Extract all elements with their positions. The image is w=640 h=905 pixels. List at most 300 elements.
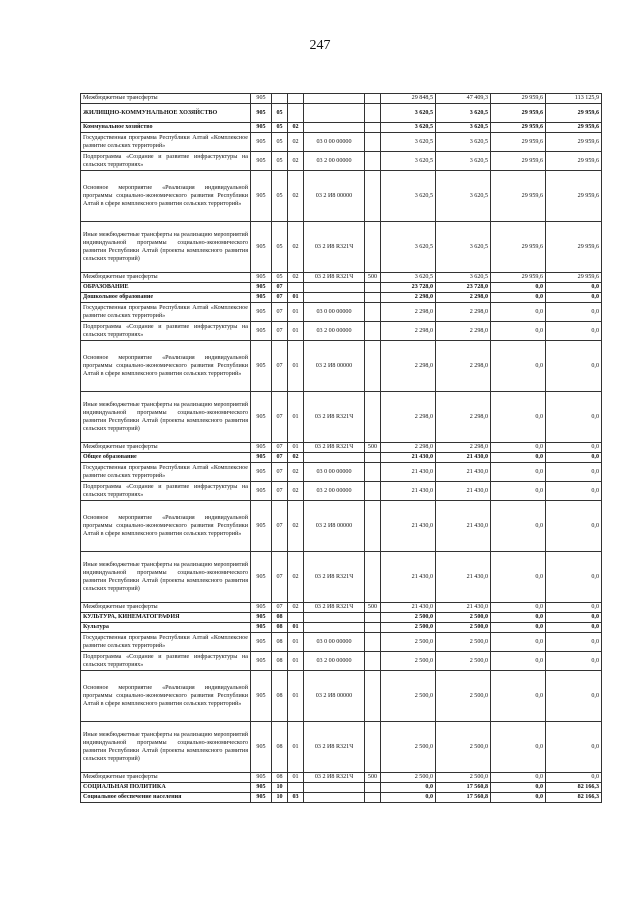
cell-amount-1: 21 430,0: [381, 603, 436, 613]
cell-amount-2: 23 728,0: [436, 283, 491, 293]
cell-grbs: 905: [251, 773, 272, 783]
cell-section: 05: [272, 222, 288, 273]
table-row: [81, 443, 602, 453]
table-row: [81, 152, 602, 171]
cell-amount-1: 2 500,0: [381, 613, 436, 623]
cell-amount-4: 29 959,6: [546, 222, 602, 273]
cell-amount-2: 47 409,3: [436, 94, 491, 104]
cell-subsection: 02: [288, 171, 304, 222]
cell-amount-2: 3 620,5: [436, 104, 491, 123]
cell-grbs: 905: [251, 463, 272, 482]
cell-grbs: 905: [251, 603, 272, 613]
page-number: 247: [309, 38, 331, 53]
cell-amount-2: 2 298,0: [436, 293, 491, 303]
cell-name: ОБРАЗОВАНИЕ: [81, 283, 251, 293]
cell-name: Коммунальное хозяйство: [81, 123, 251, 133]
cell-amount-3: 0,0: [491, 303, 546, 322]
cell-target-article: 03 2 И8 R321Ч: [304, 273, 365, 283]
cell-section: 05: [272, 273, 288, 283]
cell-target-article: 03 0 00 00000: [304, 133, 365, 152]
cell-name: Подпрограмма «Создание и развитие инфраструктуры на сельских территориях»: [81, 482, 251, 501]
cell-target-article: [304, 283, 365, 293]
cell-subsection: 02: [288, 501, 304, 552]
cell-subsection: 01: [288, 671, 304, 722]
cell-section: 07: [272, 392, 288, 443]
cell-amount-3: 0,0: [491, 501, 546, 552]
cell-expense-type: 500: [365, 443, 381, 453]
cell-expense-type: 500: [365, 273, 381, 283]
cell-section: 08: [272, 623, 288, 633]
cell-amount-4: 113 125,9: [546, 94, 602, 104]
cell-section: 08: [272, 773, 288, 783]
cell-subsection: 01: [288, 652, 304, 671]
cell-amount-1: 3 620,5: [381, 171, 436, 222]
cell-target-article: [304, 783, 365, 793]
cell-amount-1: 2 500,0: [381, 623, 436, 633]
cell-grbs: 905: [251, 783, 272, 793]
cell-expense-type: [365, 722, 381, 773]
table-row: [81, 283, 602, 293]
cell-amount-4: 0,0: [546, 303, 602, 322]
cell-amount-4: 0,0: [546, 623, 602, 633]
cell-expense-type: [365, 104, 381, 123]
cell-section: 05: [272, 104, 288, 123]
cell-name: Иные межбюджетные трансферты на реализацию мероприятий индивидуальной программы социально-экономического развития Республики Алтай (проекты комплексного развития сельских территорий): [81, 222, 251, 273]
cell-name: Основное мероприятие «Реализация индивидуальной программы социально-экономического развития Республики Алтай в сфере комплексного развития сельских территорий»: [81, 671, 251, 722]
cell-subsection: 01: [288, 303, 304, 322]
cell-amount-2: 3 620,5: [436, 123, 491, 133]
cell-target-article: [304, 94, 365, 104]
cell-grbs: 905: [251, 552, 272, 603]
cell-amount-4: 0,0: [546, 463, 602, 482]
table-row: [81, 482, 602, 501]
cell-amount-2: 2 500,0: [436, 623, 491, 633]
table-row: [81, 603, 602, 613]
cell-grbs: 905: [251, 722, 272, 773]
cell-name: Иные межбюджетные трансферты на реализацию мероприятий индивидуальной программы социально-экономического развития Республики Алтай (проекты комплексного развития сельских территорий): [81, 552, 251, 603]
cell-amount-1: 3 620,5: [381, 123, 436, 133]
cell-subsection: 02: [288, 603, 304, 613]
cell-grbs: 905: [251, 501, 272, 552]
cell-amount-3: 29 959,6: [491, 94, 546, 104]
cell-amount-3: 0,0: [491, 392, 546, 443]
cell-amount-2: 2 298,0: [436, 341, 491, 392]
cell-name: Дошкольное образование: [81, 293, 251, 303]
cell-section: 07: [272, 603, 288, 613]
cell-amount-4: 0,0: [546, 283, 602, 293]
cell-amount-2: 21 430,0: [436, 603, 491, 613]
cell-target-article: [304, 104, 365, 123]
cell-target-article: 03 0 00 00000: [304, 303, 365, 322]
cell-name: СОЦИАЛЬНАЯ ПОЛИТИКА: [81, 783, 251, 793]
table-row: [81, 392, 602, 443]
table-row: [81, 273, 602, 283]
cell-amount-2: 2 500,0: [436, 722, 491, 773]
table-row: [81, 783, 602, 793]
cell-amount-4: 0,0: [546, 722, 602, 773]
cell-name: Общее образование: [81, 453, 251, 463]
cell-expense-type: 500: [365, 603, 381, 613]
cell-name: Основное мероприятие «Реализация индивидуальной программы социально-экономического развития Республики Алтай в сфере комплексного развития сельских территорий»: [81, 171, 251, 222]
cell-amount-3: 0,0: [491, 453, 546, 463]
table-row: [81, 671, 602, 722]
cell-amount-2: 21 430,0: [436, 501, 491, 552]
cell-expense-type: [365, 552, 381, 603]
cell-amount-4: 82 166,3: [546, 783, 602, 793]
cell-amount-3: 29 959,6: [491, 171, 546, 222]
cell-subsection: 01: [288, 623, 304, 633]
cell-subsection: 02: [288, 552, 304, 603]
table-row: [81, 623, 602, 633]
cell-amount-2: 3 620,5: [436, 273, 491, 283]
cell-amount-1: 0,0: [381, 783, 436, 793]
cell-amount-2: 3 620,5: [436, 152, 491, 171]
cell-amount-3: 0,0: [491, 722, 546, 773]
cell-expense-type: [365, 392, 381, 443]
cell-amount-1: 2 298,0: [381, 303, 436, 322]
cell-amount-2: 2 298,0: [436, 303, 491, 322]
cell-grbs: 905: [251, 303, 272, 322]
cell-amount-3: 0,0: [491, 773, 546, 783]
cell-section: 08: [272, 652, 288, 671]
cell-amount-2: 17 560,8: [436, 793, 491, 803]
cell-target-article: [304, 293, 365, 303]
budget-table: [80, 93, 602, 803]
cell-section: 07: [272, 283, 288, 293]
cell-expense-type: [365, 222, 381, 273]
cell-amount-4: 0,0: [546, 633, 602, 652]
cell-name: Социальное обеспечение населения: [81, 793, 251, 803]
cell-section: 07: [272, 552, 288, 603]
cell-expense-type: [365, 152, 381, 171]
cell-target-article: [304, 453, 365, 463]
cell-subsection: 02: [288, 222, 304, 273]
cell-name: Иные межбюджетные трансферты на реализацию мероприятий индивидуальной программы социально-экономического развития Республики Алтай (проекты комплексного развития сельских территорий): [81, 392, 251, 443]
cell-grbs: 905: [251, 793, 272, 803]
cell-target-article: 03 2 00 00000: [304, 652, 365, 671]
cell-amount-3: 0,0: [491, 793, 546, 803]
cell-amount-1: 3 620,5: [381, 273, 436, 283]
cell-section: 05: [272, 171, 288, 222]
cell-grbs: 905: [251, 453, 272, 463]
cell-amount-4: 0,0: [546, 773, 602, 783]
cell-section: 08: [272, 633, 288, 652]
cell-target-article: 03 0 00 00000: [304, 463, 365, 482]
cell-grbs: 905: [251, 104, 272, 123]
cell-amount-4: 0,0: [546, 652, 602, 671]
cell-amount-1: 2 500,0: [381, 773, 436, 783]
cell-amount-2: 21 430,0: [436, 453, 491, 463]
table-row: [81, 453, 602, 463]
cell-target-article: 03 0 00 00000: [304, 633, 365, 652]
cell-subsection: 02: [288, 133, 304, 152]
cell-amount-3: 0,0: [491, 283, 546, 293]
cell-grbs: 905: [251, 283, 272, 293]
cell-amount-1: 21 430,0: [381, 463, 436, 482]
cell-amount-1: 2 298,0: [381, 443, 436, 453]
cell-grbs: 905: [251, 392, 272, 443]
cell-expense-type: [365, 783, 381, 793]
cell-amount-3: 0,0: [491, 482, 546, 501]
cell-section: 07: [272, 322, 288, 341]
cell-subsection: [288, 94, 304, 104]
cell-grbs: 905: [251, 133, 272, 152]
cell-amount-2: 2 500,0: [436, 633, 491, 652]
cell-amount-3: 0,0: [491, 293, 546, 303]
table-row: [81, 94, 602, 104]
cell-amount-2: 3 620,5: [436, 133, 491, 152]
cell-amount-4: 0,0: [546, 341, 602, 392]
cell-subsection: 01: [288, 773, 304, 783]
cell-subsection: 01: [288, 392, 304, 443]
cell-amount-3: 0,0: [491, 463, 546, 482]
cell-name: Основное мероприятие «Реализация индивидуальной программы социально-экономического развития Республики Алтай в сфере комплексного развития сельских территорий»: [81, 501, 251, 552]
cell-amount-1: 23 728,0: [381, 283, 436, 293]
table-row: [81, 633, 602, 652]
cell-grbs: 905: [251, 671, 272, 722]
cell-amount-3: 0,0: [491, 613, 546, 623]
cell-target-article: 03 2 И8 R321Ч: [304, 222, 365, 273]
cell-section: 05: [272, 133, 288, 152]
cell-name: Подпрограмма «Создание и развитие инфраструктуры на сельских территориях»: [81, 152, 251, 171]
cell-target-article: 03 2 И8 R321Ч: [304, 722, 365, 773]
cell-expense-type: [365, 463, 381, 482]
cell-target-article: [304, 623, 365, 633]
cell-name: ЖИЛИЩНО-КОММУНАЛЬНОЕ ХОЗЯЙСТВО: [81, 104, 251, 123]
cell-target-article: 03 2 И8 00000: [304, 671, 365, 722]
cell-amount-3: 0,0: [491, 633, 546, 652]
cell-section: 07: [272, 482, 288, 501]
cell-amount-4: 0,0: [546, 443, 602, 453]
cell-amount-3: 0,0: [491, 652, 546, 671]
cell-amount-3: 0,0: [491, 443, 546, 453]
cell-grbs: 905: [251, 171, 272, 222]
cell-target-article: 03 2 И8 R321Ч: [304, 773, 365, 783]
cell-amount-2: 2 500,0: [436, 652, 491, 671]
cell-expense-type: [365, 94, 381, 104]
cell-subsection: 02: [288, 273, 304, 283]
cell-expense-type: [365, 652, 381, 671]
cell-amount-4: 0,0: [546, 293, 602, 303]
cell-amount-3: 0,0: [491, 603, 546, 613]
cell-amount-1: 0,0: [381, 793, 436, 803]
cell-name: Межбюджетные трансферты: [81, 94, 251, 104]
cell-amount-4: 0,0: [546, 552, 602, 603]
table-row: [81, 222, 602, 273]
cell-grbs: 905: [251, 273, 272, 283]
cell-amount-1: 21 430,0: [381, 552, 436, 603]
cell-grbs: 905: [251, 613, 272, 623]
cell-amount-2: 2 500,0: [436, 613, 491, 623]
cell-grbs: 905: [251, 443, 272, 453]
cell-name: Иные межбюджетные трансферты на реализацию мероприятий индивидуальной программы социально-экономического развития Республики Алтай (проекты комплексного развития сельских территорий): [81, 722, 251, 773]
cell-grbs: 905: [251, 322, 272, 341]
cell-subsection: 02: [288, 123, 304, 133]
table-row: [81, 613, 602, 623]
cell-subsection: 01: [288, 722, 304, 773]
cell-name: Подпрограмма «Создание и развитие инфраструктуры на сельских территориях»: [81, 652, 251, 671]
cell-target-article: 03 2 И8 R321Ч: [304, 443, 365, 453]
cell-section: 07: [272, 463, 288, 482]
cell-section: 10: [272, 793, 288, 803]
cell-amount-1: 2 500,0: [381, 722, 436, 773]
cell-subsection: 01: [288, 322, 304, 341]
table-row: [81, 652, 602, 671]
cell-expense-type: [365, 501, 381, 552]
table-row: [81, 133, 602, 152]
cell-section: 07: [272, 303, 288, 322]
cell-target-article: [304, 123, 365, 133]
table-row: [81, 773, 602, 783]
cell-amount-3: 29 959,6: [491, 273, 546, 283]
cell-amount-1: 2 500,0: [381, 671, 436, 722]
cell-expense-type: [365, 283, 381, 293]
cell-grbs: 905: [251, 293, 272, 303]
cell-amount-4: 0,0: [546, 453, 602, 463]
cell-target-article: 03 2 И8 00000: [304, 341, 365, 392]
cell-amount-4: 29 959,6: [546, 171, 602, 222]
cell-grbs: 905: [251, 94, 272, 104]
cell-amount-1: 2 500,0: [381, 652, 436, 671]
cell-amount-2: 2 298,0: [436, 322, 491, 341]
cell-amount-3: 0,0: [491, 552, 546, 603]
cell-expense-type: [365, 793, 381, 803]
cell-grbs: 905: [251, 341, 272, 392]
table-row: [81, 104, 602, 123]
cell-amount-1: 2 298,0: [381, 392, 436, 443]
cell-amount-1: 3 620,5: [381, 152, 436, 171]
cell-subsection: 03: [288, 793, 304, 803]
cell-section: 08: [272, 722, 288, 773]
cell-name: Основное мероприятие «Реализация индивидуальной программы социально-экономического развития Республики Алтай в сфере комплексного развития сельских территорий»: [81, 341, 251, 392]
cell-name: КУЛЬТУРА, КИНЕМАТОГРАФИЯ: [81, 613, 251, 623]
cell-amount-3: 0,0: [491, 341, 546, 392]
cell-amount-2: 2 500,0: [436, 671, 491, 722]
cell-amount-1: 3 620,5: [381, 222, 436, 273]
cell-grbs: 905: [251, 482, 272, 501]
cell-name: Культура: [81, 623, 251, 633]
table-row: [81, 793, 602, 803]
cell-amount-4: 29 959,6: [546, 133, 602, 152]
cell-subsection: [288, 613, 304, 623]
cell-target-article: 03 2 00 00000: [304, 322, 365, 341]
cell-amount-3: 0,0: [491, 783, 546, 793]
cell-section: 07: [272, 341, 288, 392]
cell-amount-4: 0,0: [546, 671, 602, 722]
table-row: [81, 322, 602, 341]
cell-name: Государственная программа Республики Алтай «Комплексное развитие сельских территорий»: [81, 463, 251, 482]
cell-section: 10: [272, 783, 288, 793]
cell-expense-type: [365, 303, 381, 322]
cell-amount-3: 29 959,6: [491, 222, 546, 273]
cell-name: Межбюджетные трансферты: [81, 273, 251, 283]
cell-section: 07: [272, 443, 288, 453]
cell-expense-type: [365, 123, 381, 133]
table-row: [81, 293, 602, 303]
cell-amount-3: 0,0: [491, 623, 546, 633]
cell-subsection: 01: [288, 341, 304, 392]
cell-amount-3: 0,0: [491, 322, 546, 341]
cell-amount-1: 2 500,0: [381, 633, 436, 652]
cell-subsection: 02: [288, 463, 304, 482]
cell-name: Подпрограмма «Создание и развитие инфраструктуры на сельских территориях»: [81, 322, 251, 341]
cell-subsection: 01: [288, 633, 304, 652]
cell-amount-1: 21 430,0: [381, 501, 436, 552]
cell-expense-type: 500: [365, 773, 381, 783]
cell-name: Государственная программа Республики Алтай «Комплексное развитие сельских территорий»: [81, 303, 251, 322]
cell-amount-1: 21 430,0: [381, 482, 436, 501]
cell-subsection: [288, 783, 304, 793]
cell-grbs: 905: [251, 633, 272, 652]
cell-subsection: 01: [288, 443, 304, 453]
table-row: [81, 501, 602, 552]
cell-amount-4: 29 959,6: [546, 273, 602, 283]
cell-target-article: 03 2 И8 00000: [304, 501, 365, 552]
cell-expense-type: [365, 322, 381, 341]
cell-grbs: 905: [251, 652, 272, 671]
cell-amount-2: 2 500,0: [436, 773, 491, 783]
cell-target-article: [304, 613, 365, 623]
cell-amount-4: 0,0: [546, 501, 602, 552]
cell-target-article: [304, 793, 365, 803]
cell-amount-4: 29 959,6: [546, 123, 602, 133]
cell-name: Межбюджетные трансферты: [81, 603, 251, 613]
cell-amount-4: 0,0: [546, 613, 602, 623]
cell-expense-type: [365, 613, 381, 623]
cell-section: 05: [272, 152, 288, 171]
cell-amount-4: 29 959,6: [546, 104, 602, 123]
cell-subsection: [288, 283, 304, 293]
cell-amount-2: 21 430,0: [436, 552, 491, 603]
cell-expense-type: [365, 293, 381, 303]
cell-amount-2: 2 298,0: [436, 443, 491, 453]
cell-section: 05: [272, 123, 288, 133]
cell-grbs: 905: [251, 222, 272, 273]
cell-amount-1: 3 620,5: [381, 104, 436, 123]
cell-amount-3: 29 959,6: [491, 133, 546, 152]
cell-grbs: 905: [251, 623, 272, 633]
table-row: [81, 123, 602, 133]
cell-subsection: 01: [288, 293, 304, 303]
cell-amount-3: 29 959,6: [491, 104, 546, 123]
cell-amount-4: 29 959,6: [546, 152, 602, 171]
cell-amount-2: 21 430,0: [436, 463, 491, 482]
cell-expense-type: [365, 171, 381, 222]
cell-amount-3: 29 959,6: [491, 152, 546, 171]
cell-amount-2: 21 430,0: [436, 482, 491, 501]
cell-amount-1: 2 298,0: [381, 293, 436, 303]
cell-amount-1: 29 848,5: [381, 94, 436, 104]
cell-section: 07: [272, 453, 288, 463]
table-row: [81, 341, 602, 392]
cell-subsection: 02: [288, 152, 304, 171]
cell-target-article: 03 2 00 00000: [304, 152, 365, 171]
cell-expense-type: [365, 633, 381, 652]
cell-amount-1: 21 430,0: [381, 453, 436, 463]
cell-expense-type: [365, 671, 381, 722]
cell-amount-4: 82 166,3: [546, 793, 602, 803]
table-row: [81, 552, 602, 603]
cell-name: Государственная программа Республики Алтай «Комплексное развитие сельских территорий»: [81, 133, 251, 152]
cell-target-article: 03 2 00 00000: [304, 482, 365, 501]
cell-section: 07: [272, 293, 288, 303]
cell-expense-type: [365, 482, 381, 501]
cell-amount-1: 3 620,5: [381, 133, 436, 152]
table-row: [81, 463, 602, 482]
budget-table-body: [81, 94, 602, 803]
cell-section: 08: [272, 671, 288, 722]
cell-amount-4: 0,0: [546, 392, 602, 443]
